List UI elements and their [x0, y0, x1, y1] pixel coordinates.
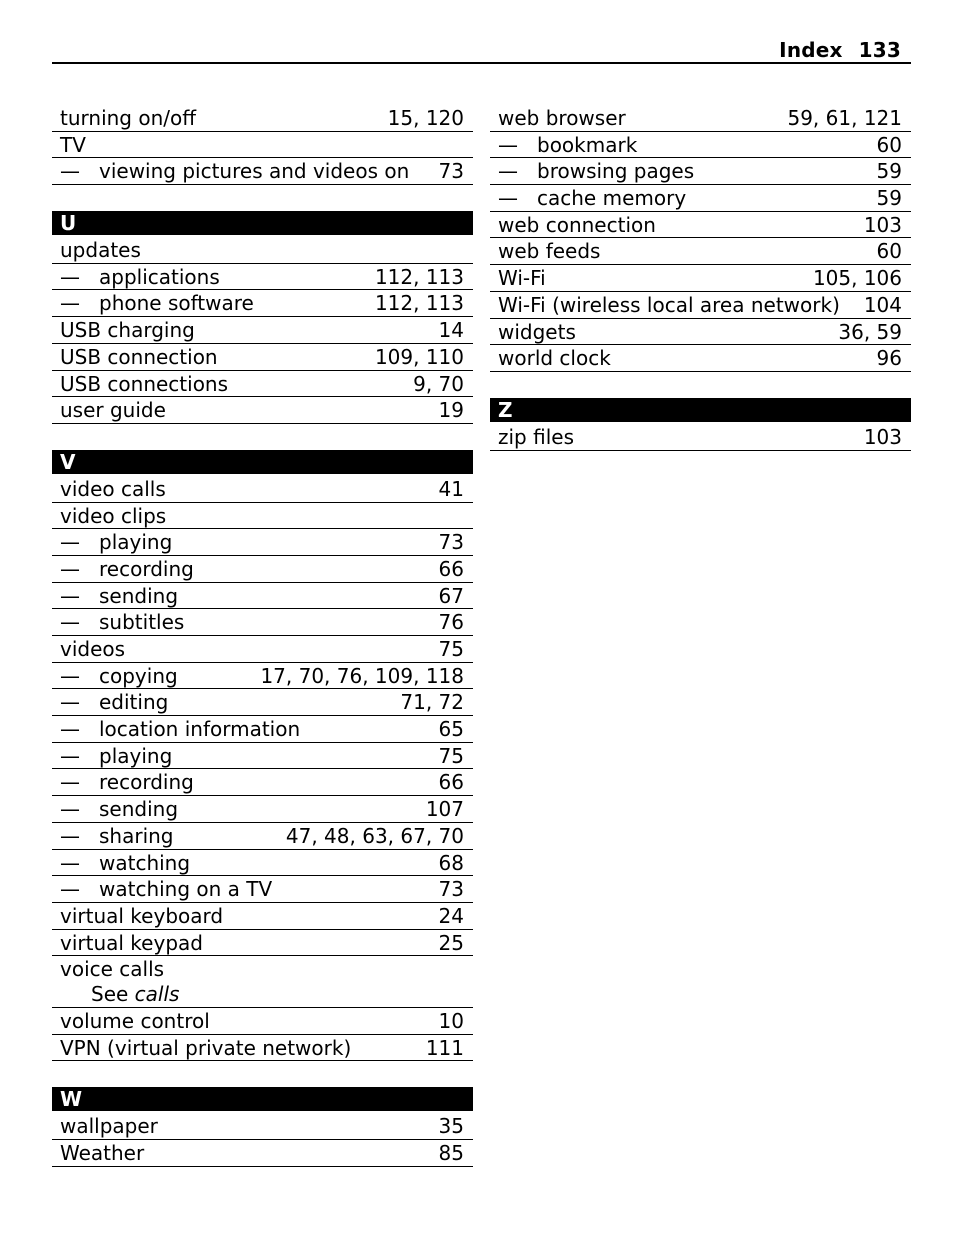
page-refs: 104 [863, 292, 902, 317]
entry-term: sending [99, 583, 179, 608]
index-subentry [52, 743, 473, 770]
see-target: calls [134, 982, 180, 1007]
index-entry [490, 424, 911, 451]
page-refs: 67 [438, 583, 464, 608]
entry-term: bookmark [537, 132, 638, 157]
dash: — [60, 850, 80, 875]
see-reference [52, 981, 473, 1008]
entry-term: cache memory [537, 186, 687, 211]
dash: — [60, 556, 80, 581]
index-entry [52, 132, 473, 159]
page-refs: 14 [438, 318, 464, 343]
index-entry [52, 344, 473, 371]
page-refs: 112, 113 [374, 264, 464, 289]
index-entry [52, 956, 473, 981]
entry-term: world clock [498, 346, 611, 371]
index-entry [52, 1113, 473, 1140]
entry-term: updates [60, 238, 141, 263]
entry-term: widgets [498, 319, 576, 344]
index-entry [490, 238, 911, 265]
section-letter: V [52, 450, 473, 474]
index-subentry [490, 158, 911, 185]
page-refs: 35 [438, 1114, 464, 1139]
entry-term: watching [99, 850, 191, 875]
section-letter: W [52, 1087, 473, 1111]
entry-term: watching on a TV [99, 877, 273, 902]
dash: — [498, 132, 518, 157]
index-column-left [52, 105, 473, 1167]
page-refs: 85 [438, 1141, 464, 1165]
index-entry [490, 319, 911, 346]
entry-term: Wi-Fi (wireless local area network) [498, 292, 840, 317]
header-text [779, 38, 901, 62]
page-refs: 41 [438, 476, 464, 501]
header-title: Index [779, 38, 843, 62]
index-subentry [52, 663, 473, 690]
dash: — [498, 186, 518, 211]
entry-term: volume control [60, 1008, 210, 1033]
dash: — [60, 583, 80, 608]
index-subentry [52, 689, 473, 716]
entry-term: user guide [60, 398, 166, 423]
entry-term: videos [60, 637, 126, 661]
entry-term: wallpaper [60, 1114, 158, 1139]
page-refs: 47, 48, 63, 67, 70 [285, 823, 464, 848]
page-refs: 66 [438, 556, 464, 581]
entry-term: USB connections [60, 371, 229, 396]
page-refs: 105, 106 [812, 266, 902, 291]
index-entry [52, 371, 473, 398]
page-refs: 15, 120 [387, 106, 464, 130]
page-refs: 109, 110 [374, 344, 464, 369]
dash: — [60, 159, 80, 184]
index-subentry [52, 264, 473, 291]
index-subentry [52, 583, 473, 610]
entry-term: recording [99, 770, 194, 795]
see-label: See [91, 982, 135, 1007]
dash: — [60, 690, 80, 715]
entry-term: playing [99, 743, 173, 768]
dash: — [60, 291, 80, 316]
page-header [52, 36, 911, 64]
page-refs: 9, 70 [413, 371, 464, 396]
entry-term: video calls [60, 476, 166, 501]
index-entry [52, 237, 473, 264]
index-subentry [490, 132, 911, 159]
section-letter: Z [490, 398, 911, 422]
entry-term: viewing pictures and videos on [99, 159, 410, 184]
entry-term: web browser [498, 106, 626, 130]
index-subentry [490, 185, 911, 212]
page-refs: 71, 72 [400, 690, 464, 715]
index-subentry [52, 850, 473, 877]
page-refs: 112, 113 [374, 291, 464, 316]
page-refs: 59 [876, 186, 902, 211]
index-subentry [52, 609, 473, 636]
page-refs: 75 [438, 637, 464, 661]
entry-term: zip files [498, 424, 574, 449]
entry-term: browsing pages [537, 159, 695, 184]
index-subentry [52, 769, 473, 796]
entry-term: virtual keyboard [60, 903, 224, 928]
dash: — [60, 823, 80, 848]
dash: — [60, 264, 80, 289]
page-refs: 60 [876, 132, 902, 157]
page-refs: 59, 61, 121 [787, 106, 902, 130]
entry-term: subtitles [99, 610, 185, 635]
index-entry [490, 212, 911, 239]
entry-term: USB charging [60, 318, 195, 343]
page-refs: 19 [438, 398, 464, 423]
index-entry [52, 903, 473, 930]
index-entry [52, 503, 473, 530]
page-refs: 17, 70, 76, 109, 118 [260, 663, 464, 688]
index-entry [52, 1008, 473, 1035]
entry-term: web feeds [498, 239, 601, 264]
entry-term: applications [99, 264, 220, 289]
dash: — [60, 717, 80, 742]
page-refs: 59 [876, 159, 902, 184]
entry-term: voice calls [60, 957, 165, 982]
index-entry [490, 345, 911, 372]
page-refs: 24 [438, 903, 464, 928]
section-letter: U [52, 211, 473, 235]
entry-term: phone software [99, 291, 254, 316]
index-subentry [52, 716, 473, 743]
page-refs: 73 [438, 159, 464, 184]
dash: — [60, 530, 80, 555]
page-refs: 10 [438, 1008, 464, 1033]
index-entry [52, 105, 473, 132]
entry-term: editing [99, 690, 169, 715]
entry-term: Wi-Fi [498, 266, 546, 291]
entry-term: virtual keypad [60, 930, 203, 955]
entry-term: VPN (virtual private network) [60, 1035, 352, 1060]
entry-term: location information [99, 717, 301, 742]
page-refs: 25 [438, 930, 464, 955]
page-refs: 36, 59 [838, 319, 902, 344]
page-refs: 68 [438, 850, 464, 875]
index-subentry [52, 556, 473, 583]
entry-term: sending [99, 797, 179, 822]
entry-term: sharing [99, 823, 174, 848]
dash: — [60, 877, 80, 902]
index-subentry [52, 823, 473, 850]
page-refs: 73 [438, 530, 464, 555]
index-entry [52, 1035, 473, 1062]
entry-term: Weather [60, 1141, 145, 1165]
page-refs: 107 [425, 797, 464, 822]
index-entry [52, 317, 473, 344]
index-subentry [52, 158, 473, 185]
entry-term: copying [99, 663, 178, 688]
page-refs: 76 [438, 610, 464, 635]
index-entry [490, 105, 911, 132]
page-refs: 111 [425, 1035, 464, 1060]
page-refs: 65 [438, 717, 464, 742]
index-entry [490, 265, 911, 292]
index-entry [52, 930, 473, 957]
dash: — [60, 663, 80, 688]
entry-term: turning on/off [60, 106, 197, 130]
see-text [91, 981, 179, 1008]
entry-term: video clips [60, 503, 167, 528]
entry-term: playing [99, 530, 173, 555]
dash: — [498, 159, 518, 184]
entry-term: web connection [498, 212, 656, 237]
index-subentry [52, 876, 473, 903]
index-entry [52, 397, 473, 424]
index-subentry [52, 529, 473, 556]
dash: — [60, 610, 80, 635]
page-refs: 66 [438, 770, 464, 795]
page-refs: 96 [876, 346, 902, 371]
entry-term: recording [99, 556, 194, 581]
dash: — [60, 743, 80, 768]
page-number: 133 [858, 38, 901, 62]
index-entry [52, 636, 473, 663]
index-entry [52, 1140, 473, 1167]
index-subentry [52, 290, 473, 317]
page-refs: 103 [863, 424, 902, 449]
index-entry [52, 476, 473, 503]
dash: — [60, 797, 80, 822]
page-refs: 73 [438, 877, 464, 902]
entry-term: TV [60, 132, 86, 157]
page-refs: 60 [876, 239, 902, 264]
index-column-right [490, 105, 911, 451]
entry-term: USB connection [60, 344, 218, 369]
index-subentry [52, 796, 473, 823]
page-refs: 103 [863, 212, 902, 237]
index-entry [490, 292, 911, 319]
page-refs: 75 [438, 743, 464, 768]
dash: — [60, 770, 80, 795]
